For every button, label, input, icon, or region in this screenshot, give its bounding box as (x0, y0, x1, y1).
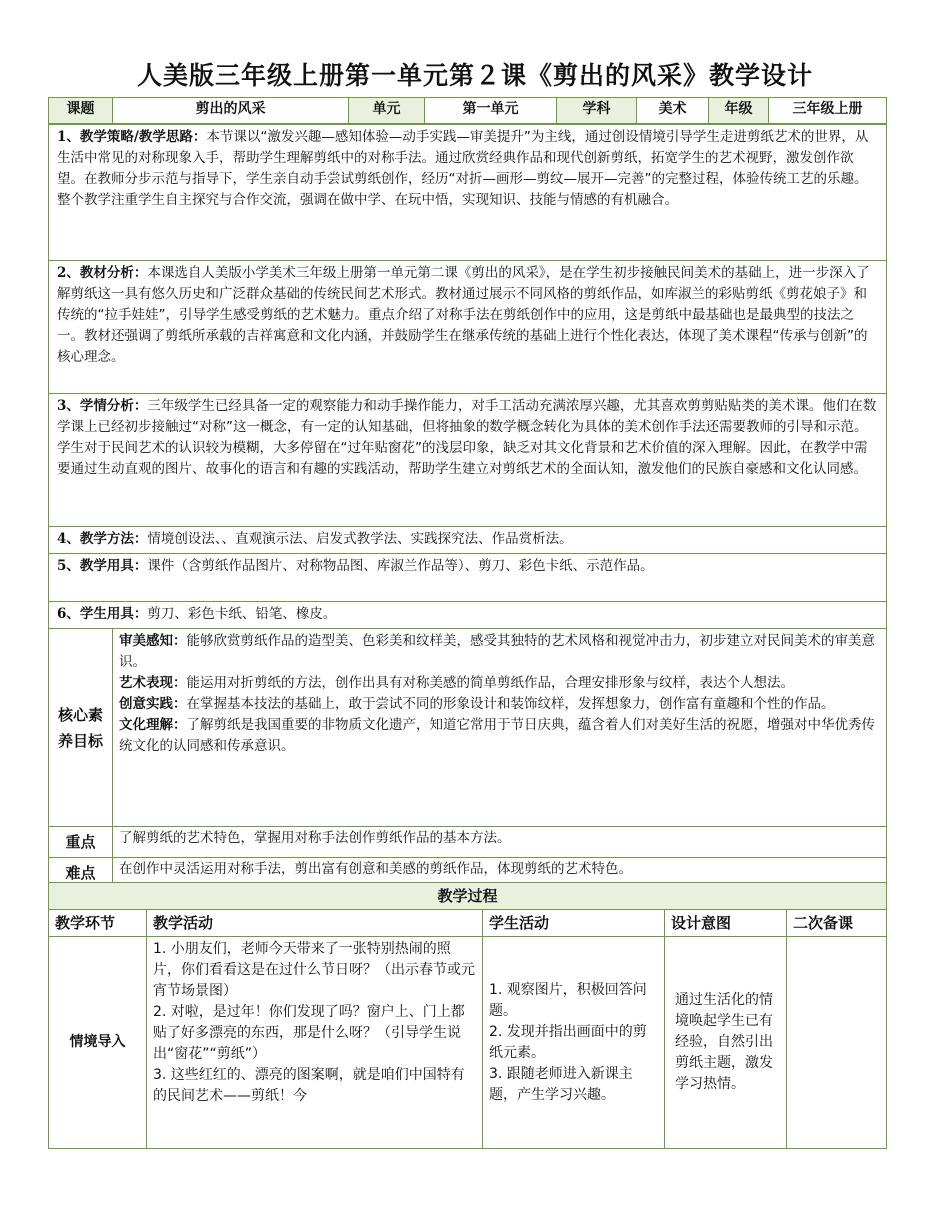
process-title: 教学过程 (49, 883, 887, 910)
design-intent: 通过生活化的情境唤起学生已有经验，自然引出剪纸主题，激发学习热情。 (665, 937, 787, 1149)
col-student-activity: 学生活动 (483, 910, 665, 937)
goal-culture: 文化理解：了解剪纸是我国重要的非物质文化遗产，知道它常用于节日庆典，蕴含着人们对美好生活的祝愿，增强对中华优秀传统文化的认同感和传承意识。 (119, 717, 875, 754)
teaching-process-table (48, 882, 887, 1149)
difficulty-label: 难点 (49, 858, 113, 889)
teacher-activity: 1. 小朋友们，老师今天带来了一张特别热闹的照片，你们看看这是在过什么节日呀？（出示春节或元宵节场景图） 2. 对啦，是过年！你们发现了吗？窗户上、门上都贴了好多漂亮的东西，那是什么呀？（引导学生说出“窗花”“剪纸”） 3. 这些红红的、漂亮的图案啊，就是咱们中国特有的民间艺术——剪纸！今 (147, 937, 483, 1149)
key-point-text: 了解剪纸的艺术特色，掌握用对称手法创作剪纸作品的基本方法。 (113, 827, 887, 858)
value-subject: 美术 (637, 98, 709, 124)
table-row (49, 937, 887, 1149)
second-prep-notes (787, 937, 887, 1149)
info-header-table (48, 97, 887, 124)
section-teaching-tools: 5、教学用具：课件（含剪纸作品图片、对称物品图、库淑兰作品等）、剪刀、彩色卡纸、示范作品。 (49, 554, 887, 602)
stage-intro: 情境导入 (49, 937, 147, 1149)
label-subject: 学科 (557, 98, 637, 124)
page-title: 人美版三年级上册第一单元第２课《剪出的风采》教学设计 (136, 61, 813, 90)
section-teaching-methods: 4、教学方法：情境创设法、、直观演示法、启发式教学法、实践探究法、作品赏析法。 (49, 527, 887, 554)
section-student-analysis: 3、学情分析：三年级学生已经具备一定的观察能力和动手操作能力，对手工活动充满浓厚兴趣，尤其喜欢剪剪贴贴类的美术课。他们在数学课上已经初步接触过“对称”这一概念，有一定的认知基础，但将抽象的数学概念转化为具体的美术创作手法还需要教师的引导和示范。学生对于民间艺术的认识较为模糊，大多停留在“过年贴窗花”的浅层印象，缺乏对其文化背景和艺术价值的深入理解。因此，在教学中需要通过生动直观的图片、故事化的语言和有趣的实践活动，帮助学生建立对剪纸艺术的全面认知，激发他们的民族自豪感和文化认同感。 (49, 394, 887, 527)
student-activity: 1. 观察图片，积极回答问题。 2. 发现并指出画面中的剪纸元素。 3. 跟随老师进入新课主题，产生学习兴趣。 (483, 937, 665, 1149)
value-unit: 第一单元 (425, 98, 557, 124)
value-lesson: 剪出的风采 (113, 98, 349, 124)
section-student-tools: 6、学生用具：剪刀、彩色卡纸、铅笔、橡皮。 (49, 602, 887, 629)
section-strategy: 1、教学策略/教学思路：本节课以“激发兴趣—感知体验—动手实践—审美提升”为主线，通过创设情境引导学生走进剪纸艺术的世界，从生活中常见的对称现象入手，帮助学生理解剪纸中的对称手法。通过欣赏经典作品和现代创新剪纸，拓宽学生的艺术视野，激发创作欲望。在教师分步示范与指导下，学生亲自动手尝试剪纸创作，经历“对折—画形—剪纹—展开—完善”的完整过程，体验传统工艺的乐趣。整个教学注重学生自主探究与合作交流，强调在做中学、在玩中悟，实现知识、技能与情感的有机融合。 (49, 125, 887, 261)
col-design-intent: 设计意图 (665, 910, 787, 937)
goal-creativity: 创意实践：在掌握基本技法的基础上，敢于尝试不同的形象设计和装饰纹样，发挥想象力，创作富有童趣和个性的作品。 (119, 696, 835, 712)
label-grade: 年级 (709, 98, 769, 124)
difficulty-text: 在创作中灵活运用对称手法，剪出富有创意和美感的剪纸作品，体现剪纸的艺术特色。 (113, 858, 887, 889)
goals-content (113, 629, 887, 827)
goal-expression: 艺术表现：能运用对折剪纸的方法，创作出具有对称美感的简单剪纸作品，合理安排形象与纹样，表达个人想法。 (119, 675, 794, 691)
label-unit: 单元 (349, 98, 425, 124)
goal-aesthetic: 审美感知：能够欣赏剪纸作品的造型美、色彩美和纹样美，感受其独特的艺术风格和视觉冲击力，初步建立对民间美术的审美意识。 (119, 633, 875, 670)
key-point-label: 重点 (49, 827, 113, 858)
col-stage: 教学环节 (49, 910, 147, 937)
col-second-prep: 二次备课 (787, 910, 887, 937)
value-grade: 三年级上册 (769, 98, 887, 124)
goals-label: 核心素养目标 (49, 629, 113, 827)
col-teacher-activity: 教学活动 (147, 910, 483, 937)
lesson-plan-table (48, 124, 887, 889)
section-textbook-analysis: 2、教材分析：本课选自人美版小学美术三年级上册第一单元第二课《剪出的风采》，是在学生初步接触民间美术的基础上，进一步深入了解剪纸这一具有悠久历史和广泛群众基础的传统民间艺术形式。教材通过展示不同风格的剪纸作品，如库淑兰的彩贴剪纸《剪花娘子》和传统的“拉手娃娃”，引导学生感受剪纸的艺术魅力。重点介绍了对称手法在剪纸创作中的应用，这是剪纸中最基础也是最典型的技法之一。教材还强调了剪纸所承载的吉祥寓意和文化内涵，并鼓励学生在继承传统的基础上进行个性化表达，体现了美术课程“传承与创新”的核心理念。 (49, 261, 887, 394)
label-lesson: 课题 (49, 98, 113, 124)
